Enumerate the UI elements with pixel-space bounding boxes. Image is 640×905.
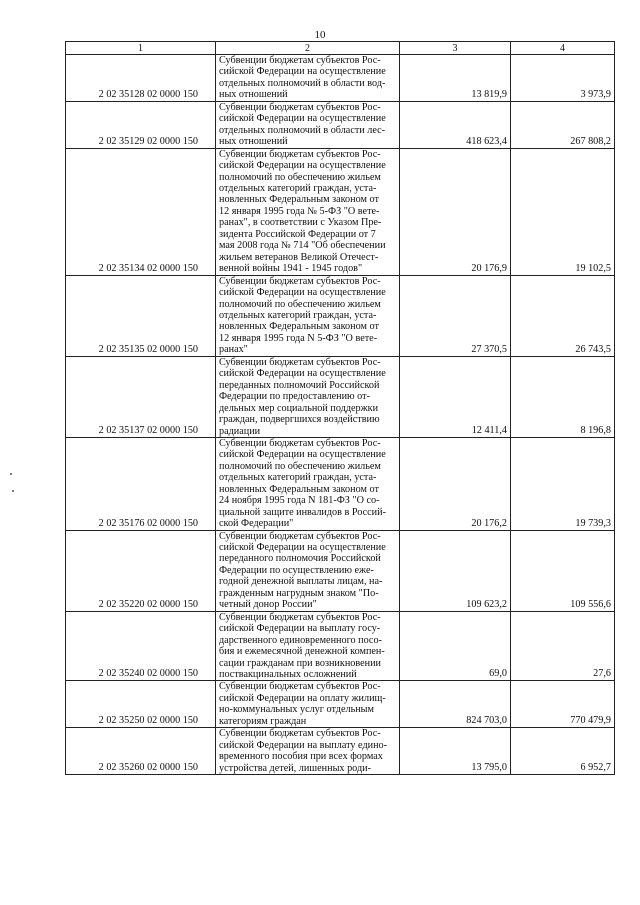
income-name-line: устройства детей, лишенных роди-	[219, 762, 371, 774]
income-name-cell	[216, 148, 400, 275]
amount-col3-cell: 824 703,0	[400, 681, 511, 728]
income-name-line: мая 2008 года № 714 "Об обеспечении	[219, 240, 386, 252]
income-name-line: сийской Федерации на выплату госу-	[219, 623, 381, 635]
amount-col4-cell: 770 479,9	[511, 681, 615, 728]
budget-code-cell: 2 02 35176 02 0000 150	[66, 437, 216, 530]
table-row	[66, 356, 615, 437]
income-name-line: Субвенции бюджетам субъектов Рос-	[219, 101, 381, 113]
budget-table	[65, 41, 615, 775]
income-name-line: Федерации по предоставлению от-	[219, 391, 370, 403]
column-number-1: 1	[66, 42, 216, 55]
income-name-line: отдельных категорий граждан, уста-	[219, 309, 377, 321]
income-name-line: новленных Федеральным законом от	[219, 483, 379, 495]
income-name-line: полномочий по обеспечению жильем	[219, 298, 381, 310]
income-name-line: гражденным нагрудным знаком "По-	[219, 587, 379, 599]
income-name-line: Субвенции бюджетам субъектов Рос-	[219, 275, 381, 287]
column-number-row	[66, 42, 615, 55]
amount-col3-cell: 418 623,4	[400, 101, 511, 148]
income-name-line: ных отношений	[219, 89, 288, 101]
income-name-cell	[216, 681, 400, 728]
budget-code-cell: 2 02 35240 02 0000 150	[66, 611, 216, 681]
income-name-line: 12 января 1995 года № 5-ФЗ "О вете-	[219, 205, 380, 217]
income-name-line: ных отношений	[219, 136, 288, 148]
income-name-line: переданных полномочий Российской	[219, 379, 380, 391]
income-name-line: дарственного единовременного посо-	[219, 634, 382, 646]
income-name-line: Субвенции бюджетам субъектов Рос-	[219, 437, 381, 449]
income-name-line: ской Федерации"	[219, 518, 294, 530]
amount-col3-cell: 109 623,2	[400, 530, 511, 611]
amount-col4-cell: 6 952,7	[511, 728, 615, 775]
income-name-line: сийской Федерации на оплату жилищ-	[219, 692, 386, 704]
income-name-line: 12 января 1995 года N 5-ФЗ "О вете-	[219, 332, 378, 344]
scan-speck	[12, 490, 14, 492]
budget-code-cell: 2 02 35250 02 0000 150	[66, 681, 216, 728]
income-name-line: дельных мер социальной поддержки	[219, 402, 379, 414]
table-row	[66, 681, 615, 728]
income-name-line: но-коммунальных услуг отдельным	[219, 704, 374, 716]
income-name-line: новленных Федеральным законом от	[219, 321, 379, 333]
income-name-line: граждан, подвергшихся воздействию	[219, 414, 380, 426]
table-row	[66, 530, 615, 611]
scan-speck	[10, 473, 12, 475]
amount-col3-cell: 12 411,4	[400, 356, 511, 437]
income-name-line: полномочий по обеспечению жильем	[219, 460, 381, 472]
income-name-line: зидента Российской Федерации от 7	[219, 228, 376, 240]
income-name-line: Субвенции бюджетам субъектов Рос-	[219, 148, 381, 160]
income-name-line: отдельных категорий граждан, уста-	[219, 182, 377, 194]
income-name-line: Субвенции бюджетам субъектов Рос-	[219, 356, 381, 368]
income-name-line: отдельных категорий граждан, уста-	[219, 472, 377, 484]
income-name-line: 24 ноября 1995 года N 181-ФЗ "О со-	[219, 495, 380, 507]
income-name-line: сийской Федерации на осуществление	[219, 287, 386, 299]
income-name-line: Федерации по осуществлению еже-	[219, 564, 374, 576]
income-name-line: сации гражданам при возникновении	[219, 657, 382, 669]
budget-code-cell: 2 02 35129 02 0000 150	[66, 101, 216, 148]
income-name-line: годной денежной выплаты лицам, на-	[219, 576, 383, 588]
income-name-line: радиации	[219, 425, 261, 437]
income-name-line: бия и ежемесячной денежной компен-	[219, 646, 385, 658]
amount-col3-cell: 20 176,9	[400, 148, 511, 275]
amount-col3-cell: 20 176,2	[400, 437, 511, 530]
budget-code-cell: 2 02 35137 02 0000 150	[66, 356, 216, 437]
income-name-line: Субвенции бюджетам субъектов Рос-	[219, 530, 381, 542]
budget-code-cell: 2 02 35135 02 0000 150	[66, 275, 216, 356]
income-name-cell	[216, 437, 400, 530]
table-row	[66, 148, 615, 275]
income-name-cell	[216, 101, 400, 148]
column-number-4: 4	[511, 42, 615, 55]
budget-code-cell: 2 02 35134 02 0000 150	[66, 148, 216, 275]
budget-code-cell: 2 02 35260 02 0000 150	[66, 728, 216, 775]
income-name-line: отдельных полномочий в области лес-	[219, 124, 386, 136]
income-name-line: Субвенции бюджетам субъектов Рос-	[219, 681, 381, 693]
amount-col3-cell: 13 819,9	[400, 55, 511, 102]
income-name-line: ранах", в соответствии с Указом Пре-	[219, 217, 382, 229]
amount-col4-cell: 27,6	[511, 611, 615, 681]
income-name-cell	[216, 530, 400, 611]
income-name-line: новленных Федеральным законом от	[219, 194, 379, 206]
table-row	[66, 275, 615, 356]
income-name-cell	[216, 611, 400, 681]
table-row	[66, 437, 615, 530]
table-body	[66, 55, 615, 775]
income-name-line: временного пособия при всех формах	[219, 751, 383, 763]
amount-col4-cell: 26 743,5	[511, 275, 615, 356]
income-name-line: сийской Федерации на выплату едино-	[219, 739, 388, 751]
amount-col3-cell: 13 795,0	[400, 728, 511, 775]
income-name-line: переданного полномочия Российской	[219, 553, 381, 565]
column-number-2: 2	[216, 42, 400, 55]
income-name-line: сийской Федерации на осуществление	[219, 66, 386, 78]
page-number: 10	[314, 29, 326, 41]
income-name-line: циальной защите инвалидов в Россий-	[219, 506, 386, 518]
table-row	[66, 55, 615, 102]
table-row	[66, 101, 615, 148]
income-name-cell	[216, 728, 400, 775]
income-name-line: категориям граждан	[219, 715, 307, 727]
income-name-line: поствакцинальных осложнений	[219, 669, 357, 681]
income-name-line: венной войны 1941 - 1945 годов"	[219, 263, 363, 275]
budget-code-cell: 2 02 35128 02 0000 150	[66, 55, 216, 102]
income-name-line: четный донор России"	[219, 599, 317, 611]
income-name-line: ранах"	[219, 344, 248, 356]
income-name-line: сийской Федерации на осуществление	[219, 449, 386, 461]
income-name-line: сийской Федерации на осуществление	[219, 368, 386, 380]
budget-code-cell: 2 02 35220 02 0000 150	[66, 530, 216, 611]
income-name-line: сийской Федерации на осуществление	[219, 113, 386, 125]
income-name-line: полномочий по обеспечению жильем	[219, 171, 381, 183]
amount-col4-cell: 8 196,8	[511, 356, 615, 437]
amount-col4-cell: 19 102,5	[511, 148, 615, 275]
income-name-cell	[216, 275, 400, 356]
income-name-cell	[216, 356, 400, 437]
amount-col3-cell: 69,0	[400, 611, 511, 681]
column-number-3: 3	[400, 42, 511, 55]
amount-col4-cell: 267 808,2	[511, 101, 615, 148]
amount-col4-cell: 19 739,3	[511, 437, 615, 530]
income-name-line: сийской Федерации на осуществление	[219, 160, 386, 172]
income-name-line: жильем ветеранов Великой Отечест-	[219, 251, 379, 263]
table-row	[66, 611, 615, 681]
income-name-line: отдельных полномочий в области вод-	[219, 77, 386, 89]
amount-col4-cell: 109 556,6	[511, 530, 615, 611]
amount-col4-cell: 3 973,9	[511, 55, 615, 102]
income-name-cell	[216, 55, 400, 102]
income-name-line: Субвенции бюджетам субъектов Рос-	[219, 728, 381, 740]
table-row	[66, 728, 615, 775]
income-name-line: Субвенции бюджетам субъектов Рос-	[219, 611, 381, 623]
income-name-line: Субвенции бюджетам субъектов Рос-	[219, 55, 381, 66]
income-name-line: сийской Федерации на осуществление	[219, 542, 386, 554]
amount-col3-cell: 27 370,5	[400, 275, 511, 356]
